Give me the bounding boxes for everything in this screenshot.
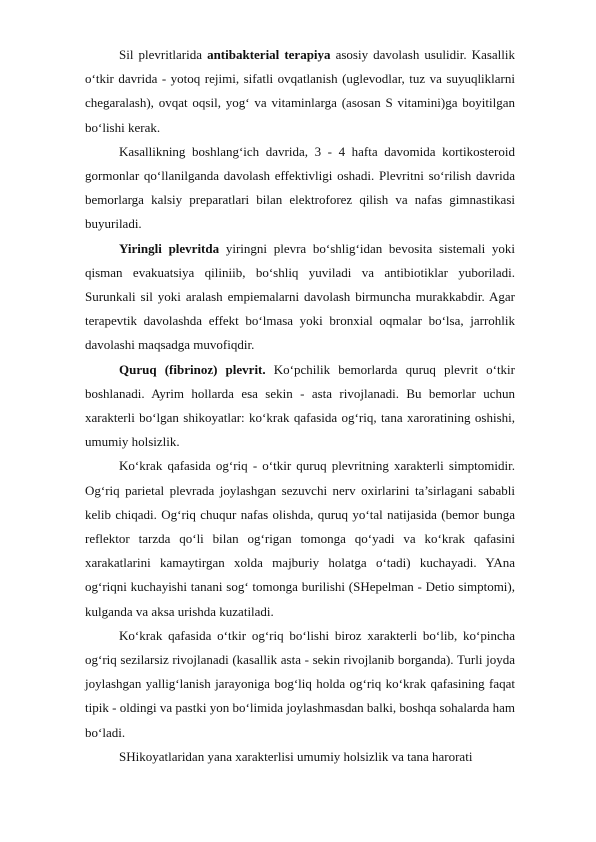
paragraph-text: asosiy davolash usulidir. Kasallik o‘tkir davrida - yotoq rejimi, sifatli ovqatlanish (uglevodlar, tuz va suyuqliklarni chegaralash), ovqat oqsil, yog‘ va vitaminlarga (asosan S vitamini)ga boyitilgan bo‘lishi kerak. xyxy=(85,47,515,135)
paragraph-antibacterial-therapy xyxy=(85,43,515,140)
document-page xyxy=(85,43,515,769)
paragraph-purulent-pleurisy xyxy=(85,237,515,358)
paragraph-text: SHikoyatlaridan yana xarakterlisi umumiy holsizlik va tana harorati xyxy=(119,748,473,764)
paragraph-dry-pleurisy xyxy=(85,358,515,455)
paragraph-text: Ko‘pchilik bemorlarda quruq plevrit o‘tkir boshlanadi. Ayrim hollarda esa sekin - asta rivojlanadi. Bu bemorlar uchun xarakterli bo‘lgan shikoyatlar: ko‘krak qafasida og‘riq, tana xaroratining oshishi, umumiy holsizlik. xyxy=(85,361,515,450)
paragraph-corticosteroid xyxy=(85,140,515,237)
paragraph-pain-localization xyxy=(85,624,515,745)
bold-term: Yiringli plevritda xyxy=(119,240,220,256)
paragraph-text: Sil plevritlarida xyxy=(119,47,208,62)
paragraph-text: Kasallikning boshlang‘ich davrida, 3 - 4 hafta davomida kortikosteroid gormonlar qo‘llanilganda davolash effektivligi oshadi. Plevritni so‘rilish davrida bemorlarga kalsiy preparatlari bilan elektroforez qilish va nafas gimnastikasi buyuriladi. xyxy=(85,143,515,232)
bold-term: Quruq (fibrinoz) plevrit. xyxy=(119,361,266,377)
paragraph-chest-pain xyxy=(85,454,515,623)
bold-term: antibakterial terapiya xyxy=(207,47,331,62)
paragraph-text: Ko‘krak qafasida o‘tkir og‘riq bo‘lishi biroz xarakterli bo‘lib, ko‘pincha og‘riq sezilarsiz rivojlanadi (kasallik asta - sekin rivojlanib borganda). Turli joyda joylashgan yallig‘lanish jarayoniga bog‘liq holda og‘riq ko‘krak qafasining faqat tipik - oldingi va pastki yon bo‘limida joylashmasdan balki, boshqa sohalarda ham bo‘ladi. xyxy=(85,627,515,740)
paragraph-complaints xyxy=(85,745,515,769)
paragraph-text: Ko‘krak qafasida og‘riq - o‘tkir quruq plevritning xarakterli simptomidir. Og‘riq parietal plevrada joylashgan sezuvchi nerv oxirlarini ta’sirlagani sababli kelib chiqadi. Og‘riq chuqur nafas olishda, quruq yo‘tal natijasida (bemor bunga reflektor tarzda qo‘li bilan og‘rigan tomonga qo‘yadi va ko‘krak qafasini xarakatlarini kamaytirgan xolda majburiy holatga o‘tadi) kuchayadi. YAna og‘riqni kuchayishi tanani sog‘ tomonga burilishi (SHepelman - Detio simptomi), kulganda va aksa urishda kuzatiladi. xyxy=(85,458,515,619)
paragraph-text: yiringni plevra bo‘shlig‘idan bevosita sistemali yoki qisman evakuatsiya qiliniib, bo‘shliq yuviladi va antibiotiklar yuboriladi. Surunkali sil yoki aralash empiemalarni davolash birmuncha murakkabdir. Agar terapevtik davolashda effekt bo‘lmasa yoki bronxial oqmalar bo‘lsa, jarrohlik davolashi maqsadga muvofiqdir. xyxy=(85,240,516,353)
